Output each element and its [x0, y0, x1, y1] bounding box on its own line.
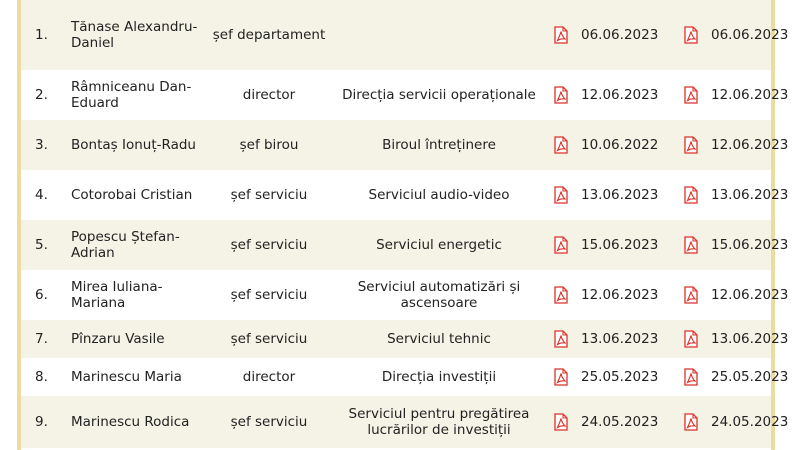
person-name: Marinescu Rodica	[69, 396, 205, 448]
pdf-icon[interactable]	[683, 330, 699, 348]
department: Serviciul energetic	[333, 220, 545, 270]
wealth-declaration-date: 13.06.2023	[577, 170, 675, 220]
department: Biroul întreținere	[333, 120, 545, 170]
pdf-icon[interactable]	[553, 413, 569, 431]
wealth-declaration-link[interactable]	[545, 70, 577, 120]
pdf-icon[interactable]	[553, 86, 569, 104]
row-number: 2.	[21, 70, 69, 120]
table-row	[21, 170, 771, 220]
department	[333, 0, 545, 70]
wealth-declaration-date: 15.06.2023	[577, 220, 675, 270]
wealth-declaration-link[interactable]	[545, 0, 577, 70]
job-title: director	[205, 70, 333, 120]
table-body	[21, 0, 789, 448]
interest-declaration-date: 06.06.2023	[707, 0, 771, 70]
interest-declaration-date: 25.05.2023	[707, 358, 771, 396]
table-row	[21, 358, 771, 396]
table-row	[21, 320, 771, 358]
wealth-declaration-date: 12.06.2023	[577, 270, 675, 320]
pdf-icon[interactable]	[683, 86, 699, 104]
wealth-declaration-link[interactable]	[545, 120, 577, 170]
wealth-declaration-link[interactable]	[545, 270, 577, 320]
department: Direcția servicii operaționale	[333, 70, 545, 120]
wealth-declaration-date: 25.05.2023	[577, 358, 675, 396]
pdf-icon[interactable]	[683, 236, 699, 254]
interest-declaration-date: 12.06.2023	[707, 120, 771, 170]
wealth-declaration-link[interactable]	[545, 220, 577, 270]
person-name: Bontaș Ionuț-Radu	[69, 120, 205, 170]
job-title: șef serviciu	[205, 396, 333, 448]
wealth-declaration-date: 06.06.2023	[577, 0, 675, 70]
table-row	[21, 70, 771, 120]
row-number: 8.	[21, 358, 69, 396]
row-number: 7.	[21, 320, 69, 358]
row-number: 4.	[21, 170, 69, 220]
department: Serviciul audio-video	[333, 170, 545, 220]
table-row	[21, 270, 771, 320]
person-name: Râmniceanu Dan-Eduard	[69, 70, 205, 120]
pdf-icon[interactable]	[683, 413, 699, 431]
pdf-icon[interactable]	[683, 368, 699, 386]
pdf-icon[interactable]	[553, 236, 569, 254]
row-number: 1.	[21, 0, 69, 70]
department: Serviciul automatizări și ascensoare	[333, 270, 545, 320]
pdf-icon[interactable]	[683, 286, 699, 304]
pdf-icon[interactable]	[553, 26, 569, 44]
person-name: Popescu Ștefan-Adrian	[69, 220, 205, 270]
person-name: Mirea Iuliana-Mariana	[69, 270, 205, 320]
table-row	[21, 120, 771, 170]
interest-declaration-date: 15.06.2023	[707, 220, 771, 270]
pdf-icon[interactable]	[553, 368, 569, 386]
row-number: 6.	[21, 270, 69, 320]
pdf-icon[interactable]	[553, 186, 569, 204]
job-title: director	[205, 358, 333, 396]
table-row	[21, 396, 771, 448]
job-title: șef serviciu	[205, 320, 333, 358]
person-name: Marinescu Maria	[69, 358, 205, 396]
table-row	[21, 220, 771, 270]
row-number: 3.	[21, 120, 69, 170]
job-title: șef serviciu	[205, 220, 333, 270]
interest-declaration-link[interactable]	[675, 270, 707, 320]
department: Direcția investiții	[333, 358, 545, 396]
job-title: șef departament	[205, 0, 333, 70]
interest-declaration-link[interactable]	[675, 0, 707, 70]
person-name: Pînzaru Vasile	[69, 320, 205, 358]
job-title: șef birou	[205, 120, 333, 170]
interest-declaration-link[interactable]	[675, 358, 707, 396]
wealth-declaration-link[interactable]	[545, 358, 577, 396]
declarations-table-frame	[17, 0, 789, 450]
interest-declaration-date: 12.06.2023	[707, 270, 771, 320]
pdf-icon[interactable]	[553, 330, 569, 348]
interest-declaration-date: 13.06.2023	[707, 170, 771, 220]
wealth-declaration-date: 24.05.2023	[577, 396, 675, 448]
wealth-declaration-date: 10.06.2022	[577, 120, 675, 170]
interest-declaration-link[interactable]	[675, 396, 707, 448]
job-title: șef serviciu	[205, 170, 333, 220]
department: Serviciul tehnic	[333, 320, 545, 358]
pdf-icon[interactable]	[683, 136, 699, 154]
pdf-icon[interactable]	[553, 136, 569, 154]
wealth-declaration-link[interactable]	[545, 320, 577, 358]
job-title: șef serviciu	[205, 270, 333, 320]
interest-declaration-link[interactable]	[675, 170, 707, 220]
row-number: 5.	[21, 220, 69, 270]
interest-declaration-link[interactable]	[675, 320, 707, 358]
person-name: Tănase Alexandru-Daniel	[69, 0, 205, 70]
pdf-icon[interactable]	[553, 286, 569, 304]
row-number: 9.	[21, 396, 69, 448]
interest-declaration-link[interactable]	[675, 70, 707, 120]
interest-declaration-date: 13.06.2023	[707, 320, 771, 358]
declarations-table	[21, 0, 789, 448]
wealth-declaration-link[interactable]	[545, 170, 577, 220]
table-row	[21, 0, 771, 70]
interest-declaration-date: 24.05.2023	[707, 396, 771, 448]
pdf-icon[interactable]	[683, 26, 699, 44]
wealth-declaration-date: 13.06.2023	[577, 320, 675, 358]
pdf-icon[interactable]	[683, 186, 699, 204]
wealth-declaration-date: 12.06.2023	[577, 70, 675, 120]
interest-declaration-link[interactable]	[675, 120, 707, 170]
department: Serviciul pentru pregătirea lucrărilor de investiții	[333, 396, 545, 448]
interest-declaration-link[interactable]	[675, 220, 707, 270]
interest-declaration-date: 12.06.2023	[707, 70, 771, 120]
wealth-declaration-link[interactable]	[545, 396, 577, 448]
person-name: Cotorobai Cristian	[69, 170, 205, 220]
